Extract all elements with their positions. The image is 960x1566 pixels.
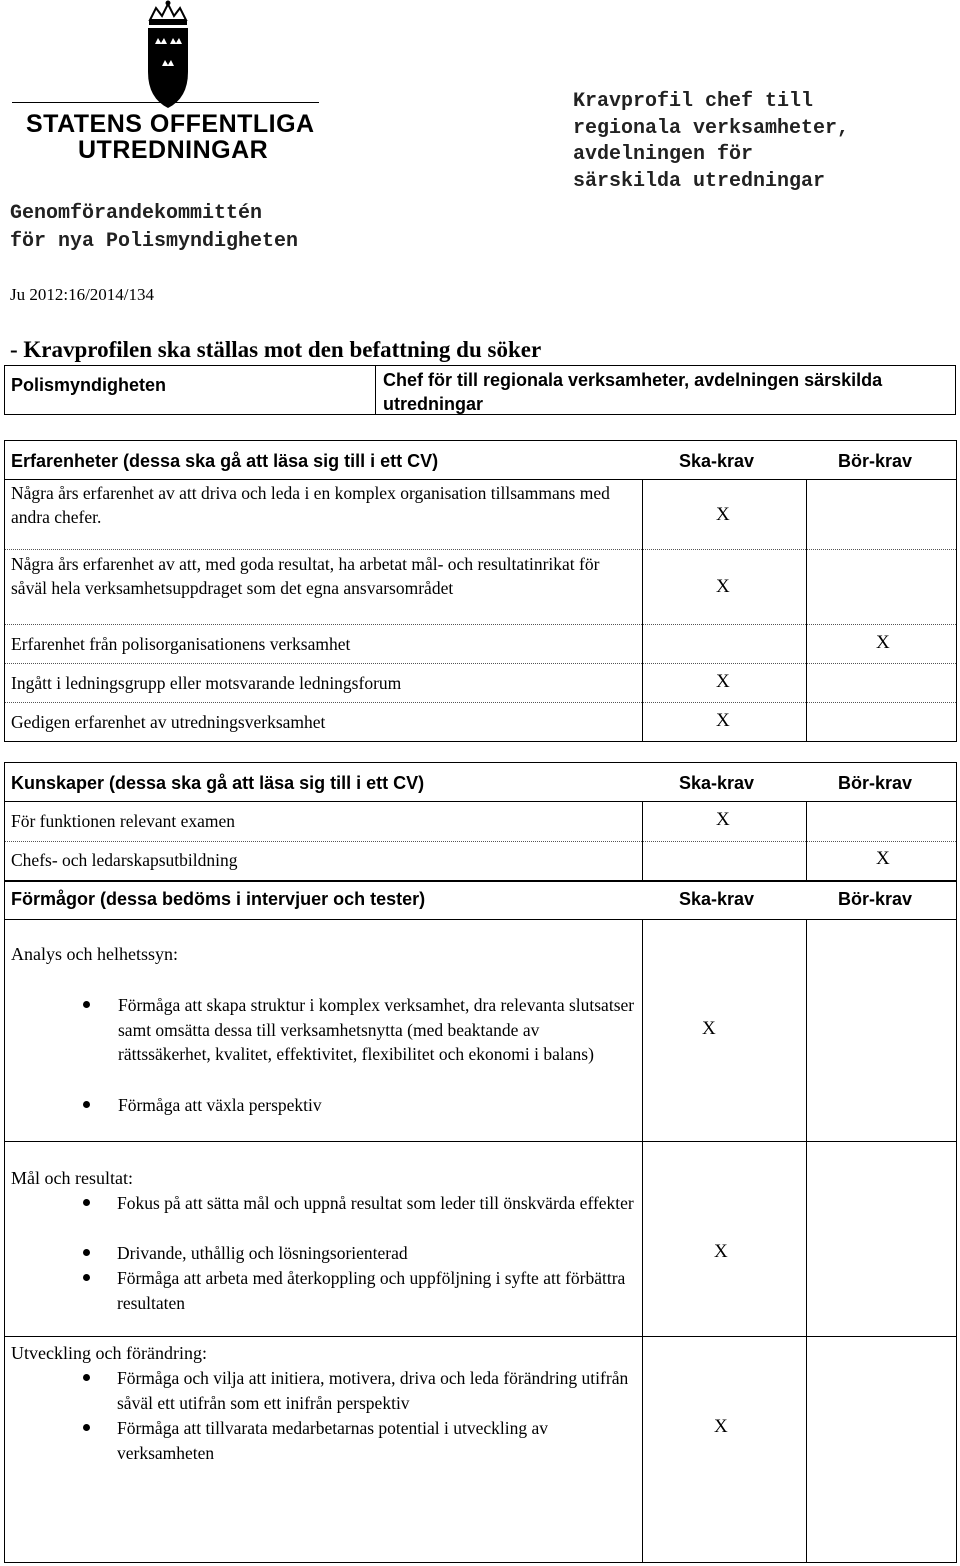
- experience-row-3-text: Erfarenhet från polisorganisationens verksamhet: [11, 634, 351, 654]
- org-name-line1: Genomförandekommittén: [10, 202, 263, 225]
- knowledge-row-1-text: För funktionen relevant examen: [11, 811, 236, 831]
- ability-block-1-item-1: Förmåga att skapa struktur i komplex verksamhet, dra relevanta slutsatser samt omsätta dessa till verksamhetsnytta (med beaktande av rättssäkerhet, kvalitet, effektivitet, flexibilitet och ekonomi i balans): [118, 995, 635, 1064]
- crown-icon: [149, 1, 187, 26]
- ability-block-2-item-3: Förmåga att arbeta med återkoppling och uppföljning i syfte att förbättra resultaten: [117, 1268, 626, 1313]
- knowledge-bor-header: Bör-krav: [838, 773, 913, 793]
- authority-name: Polismyndigheten: [11, 375, 167, 395]
- ability-block-3-ska: X: [714, 1416, 728, 1437]
- ability-block-3-title: Utveckling och förändring:: [11, 1343, 207, 1363]
- sou-logo: [10, 0, 325, 170]
- org-name-line2: för nya Polismyndigheten: [10, 230, 299, 253]
- experience-row-5-ska: X: [716, 710, 730, 731]
- ability-block-3-item-1: Förmåga och vilja att initiera, motivera, driva och leda förändring utifrån såväl ett utifrån som ett inifrån perspektiv: [117, 1368, 629, 1413]
- ability-block-1-item-2: Förmåga att växla perspektiv: [118, 1095, 322, 1115]
- knowledge-ska-header: Ska-krav: [679, 773, 755, 793]
- abilities-title: Förmågor (dessa bedöms i intervjuer och tester): [11, 889, 426, 909]
- experience-row-1-ska: X: [716, 504, 730, 525]
- reference-number: Ju 2012:16/2014/134: [10, 285, 155, 304]
- doc-title-line2: regionala verksamheter,: [573, 117, 850, 140]
- experience-row-4-text: Ingått i ledningsgrupp eller motsvarande ledningsforum: [11, 673, 402, 693]
- ability-block-3-item-2: Förmåga att tillvarata medarbetarnas potential i utveckling av verksamheten: [117, 1418, 549, 1463]
- doc-title-line3: avdelningen för: [573, 143, 754, 166]
- logo-text-line2: UTREDNINGAR: [78, 136, 269, 164]
- page-heading: - Kravprofilen ska ställas mot den befattning du söker: [10, 337, 542, 362]
- experience-row-5-text: Gedigen erfarenhet av utredningsverksamhet: [11, 712, 326, 732]
- doc-title-line4: särskilda utredningar: [573, 170, 826, 193]
- experience-row-2-text: Några års erfarenhet av att, med goda resultat, ha arbetat mål- och resultatinrikat för såväl hela verksamhetsuppdraget som det egna ansvarsområdet: [11, 554, 600, 598]
- knowledge-abilities-table: [4, 762, 957, 1563]
- knowledge-row-2-text: Chefs- och ledarskapsutbildning: [11, 850, 238, 870]
- doc-title-line1: Kravprofil chef till: [573, 90, 814, 113]
- experience-table: [4, 440, 957, 742]
- ability-block-2-item-2: Drivande, uthållig och lösningsorienterad: [117, 1243, 408, 1263]
- experience-row-3-bor: X: [876, 632, 890, 653]
- logo-rule: [12, 102, 319, 103]
- knowledge-row-1-ska: X: [716, 809, 730, 830]
- position-title: Chef för till regionala verksamheter, avdelningen särskilda utredningar: [383, 370, 883, 414]
- ability-block-1-ska: X: [702, 1018, 716, 1039]
- experience-bor-header: Bör-krav: [838, 451, 913, 471]
- logo-text-line1: STATENS OFFENTLIGA: [26, 110, 315, 138]
- position-box: [4, 365, 956, 415]
- experience-title: Erfarenheter (dessa ska gå att läsa sig till i ett CV): [11, 451, 439, 471]
- knowledge-row-2-bor: X: [876, 848, 890, 869]
- ability-block-2-item-1: Fokus på att sätta mål och uppnå resultat som leder till önskvärda effekter: [117, 1193, 634, 1213]
- experience-row-4-ska: X: [716, 671, 730, 692]
- shield-icon: [148, 28, 188, 108]
- abilities-ska-header: Ska-krav: [679, 889, 755, 909]
- experience-ska-header: Ska-krav: [679, 451, 755, 471]
- ability-block-2-title: Mål och resultat:: [11, 1168, 133, 1188]
- ability-block-2-ska: X: [714, 1241, 728, 1262]
- abilities-bor-header: Bör-krav: [838, 889, 913, 909]
- knowledge-title: Kunskaper (dessa ska gå att läsa sig till i ett CV): [11, 773, 425, 793]
- experience-row-2-ska: X: [716, 576, 730, 597]
- experience-row-1-text: Några års erfarenhet av att driva och leda i en komplex organisation tillsammans med andra chefer.: [11, 483, 610, 527]
- ability-block-1-title: Analys och helhetssyn:: [11, 944, 178, 964]
